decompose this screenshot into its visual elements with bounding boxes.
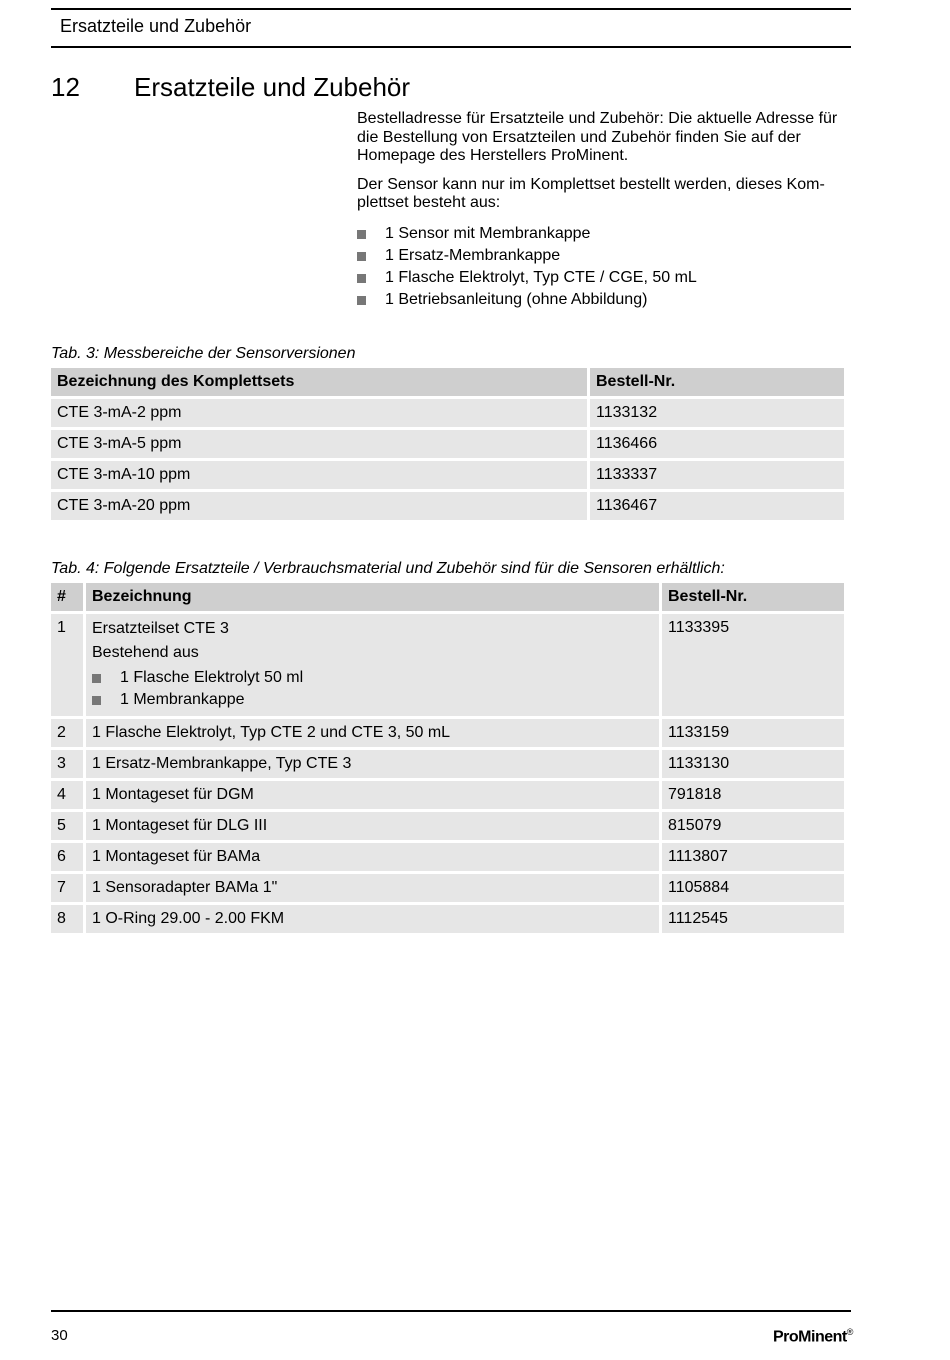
set-name-cell: CTE 3-mA-20 ppm [51, 492, 587, 520]
table-row [51, 812, 844, 840]
square-bullet-icon [357, 252, 366, 261]
item-number-cell: 8 [51, 905, 83, 933]
table-header-row [51, 583, 844, 611]
table-row [51, 905, 844, 933]
item-number-cell: 4 [51, 781, 83, 809]
table4-caption: Tab. 4: Folgende Ersatzteile / Verbrauchsmaterial und Zubehör sind für die Sensoren erhältlich: [51, 560, 725, 577]
col-header-number: # [51, 583, 83, 611]
chapter-number: 12 [51, 72, 80, 102]
item-number-cell: 2 [51, 719, 83, 747]
square-bullet-icon [92, 674, 101, 683]
list-item [357, 289, 851, 311]
description-cell: 1 Montageset für DGM [86, 781, 659, 809]
description-cell: 1 O-Ring 29.00 - 2.00 FKM [86, 905, 659, 933]
item-contents-list [92, 667, 653, 711]
item-number-cell: 3 [51, 750, 83, 778]
chapter-title: Ersatzteile und Zubehör [134, 72, 411, 102]
footer-rule [51, 1310, 851, 1312]
description-cell: 1 Montageset für DLG III [86, 812, 659, 840]
description-cell: 1 Flasche Elektrolyt, Typ CTE 2 und CTE 3, 50 mL [86, 719, 659, 747]
item-number-cell: 5 [51, 812, 83, 840]
table-row [51, 874, 844, 902]
registered-mark: ® [846, 1327, 853, 1337]
set-name-cell: CTE 3-mA-10 ppm [51, 461, 587, 489]
table-row [51, 492, 844, 520]
description-cell [86, 614, 659, 716]
page-number: 30 [51, 1327, 68, 1344]
header-rule-bottom [51, 46, 851, 48]
list-item [357, 223, 851, 245]
list-item [357, 267, 851, 289]
order-no-cell: 1133337 [590, 461, 844, 489]
list-item [92, 689, 653, 711]
header-rule-top [51, 8, 851, 10]
order-no-cell: 1136467 [590, 492, 844, 520]
order-no-cell: 1105884 [662, 874, 844, 902]
logo-text: ProMinent [773, 1328, 847, 1346]
table-row [51, 614, 844, 716]
item-subtext: Bestehend aus [92, 644, 199, 661]
square-bullet-icon [357, 296, 366, 305]
order-no-cell: 791818 [662, 781, 844, 809]
running-header: Ersatzteile und Zubehör [60, 16, 252, 36]
table-row [51, 750, 844, 778]
order-address-paragraph: Bestelladresse für Ersatzteile und Zubehör: Die aktuelle Adresse für die Bestellung von Ersatzteilen und Zubehör finden Sie auf der Homepage des Herstellers ProMinent. [357, 110, 838, 164]
list-item-text: 1 Sensor mit Membrankappe [385, 224, 591, 242]
table-row [51, 430, 844, 458]
list-item-text: 1 Flasche Elektrolyt, Typ CTE / CGE, 50 mL [385, 268, 697, 286]
list-item [357, 245, 851, 267]
list-item-text: 1 Ersatz-Membrankappe [385, 246, 561, 264]
order-no-cell: 1133159 [662, 719, 844, 747]
intro-section [357, 110, 851, 311]
order-no-cell: 1136466 [590, 430, 844, 458]
set-contents-list [357, 223, 851, 311]
order-no-cell: 815079 [662, 812, 844, 840]
order-no-cell: 1133395 [662, 614, 844, 716]
item-name: Ersatzteilset CTE 3 [92, 620, 229, 637]
set-name-cell: CTE 3-mA-2 ppm [51, 399, 587, 427]
sensor-versions-table [48, 365, 847, 523]
set-paragraph: Der Sensor kann nur im Komplettset bestellt werden, dieses Kom-plettset besteht aus: [357, 175, 825, 211]
table-row [51, 719, 844, 747]
square-bullet-icon [92, 696, 101, 705]
item-number-cell: 6 [51, 843, 83, 871]
prominent-logo [773, 1327, 853, 1346]
table-row [51, 843, 844, 871]
list-item [92, 667, 653, 689]
table3-caption: Tab. 3: Messbereiche der Sensorversionen [51, 345, 356, 362]
list-item-text: 1 Betriebsanleitung (ohne Abbildung) [385, 290, 648, 308]
item-number-cell: 7 [51, 874, 83, 902]
table-header-row [51, 368, 844, 396]
col-header-order-no: Bestell-Nr. [662, 583, 844, 611]
table-row [51, 461, 844, 489]
description-cell: 1 Ersatz-Membrankappe, Typ CTE 3 [86, 750, 659, 778]
col-header-set-name: Bezeichnung des Komplettsets [51, 368, 587, 396]
spare-parts-table [48, 580, 847, 936]
col-header-description: Bezeichnung [86, 583, 659, 611]
square-bullet-icon [357, 274, 366, 283]
description-cell: 1 Sensoradapter BAMa 1" [86, 874, 659, 902]
table-row [51, 781, 844, 809]
table-row [51, 399, 844, 427]
list-item-text: 1 Flasche Elektrolyt 50 ml [120, 669, 304, 686]
order-no-cell: 1133130 [662, 750, 844, 778]
square-bullet-icon [357, 230, 366, 239]
order-no-cell: 1113807 [662, 843, 844, 871]
order-no-cell: 1133132 [590, 399, 844, 427]
set-name-cell: CTE 3-mA-5 ppm [51, 430, 587, 458]
description-cell: 1 Montageset für BAMa [86, 843, 659, 871]
order-no-cell: 1112545 [662, 905, 844, 933]
list-item-text: 1 Membrankappe [120, 691, 245, 708]
col-header-order-no: Bestell-Nr. [590, 368, 844, 396]
item-number-cell: 1 [51, 614, 83, 716]
